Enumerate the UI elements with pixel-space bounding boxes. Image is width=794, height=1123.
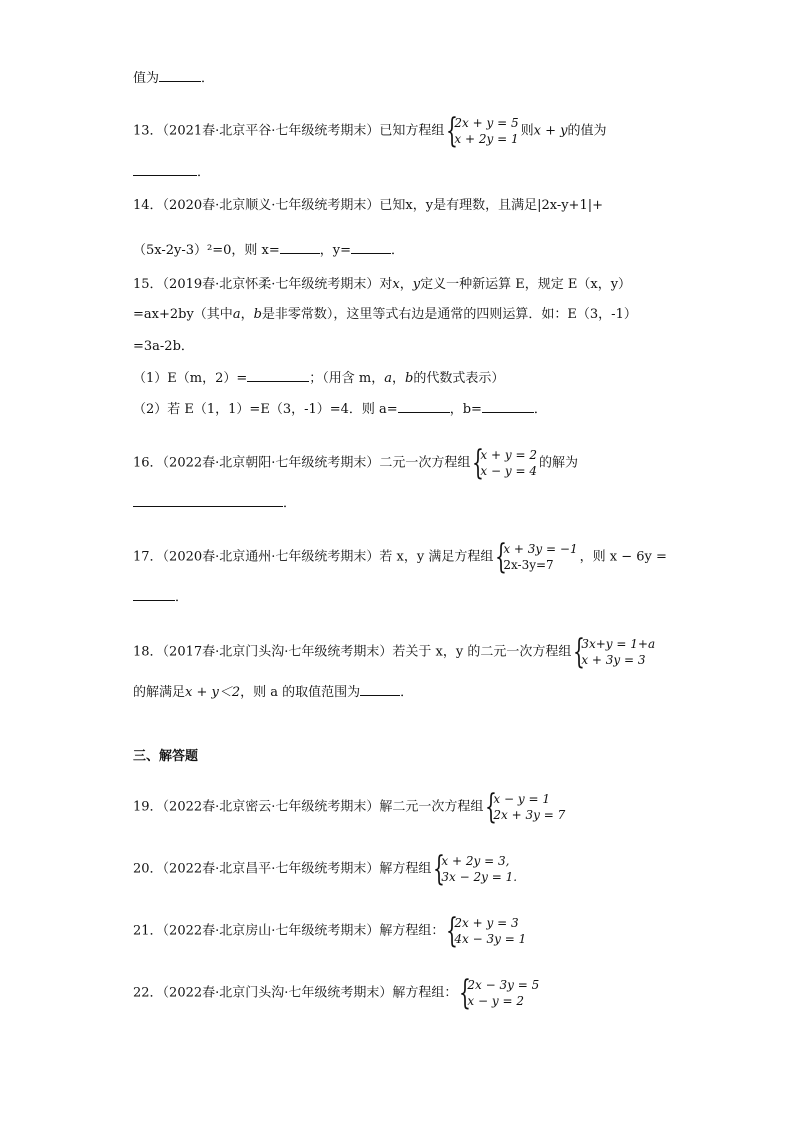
answer-blank[interactable] bbox=[351, 241, 391, 254]
answer-blank[interactable] bbox=[247, 369, 309, 382]
equation: x + 2y = 3, bbox=[441, 854, 510, 868]
text: ，b= bbox=[449, 402, 482, 417]
equation: x + 2y = 1 bbox=[454, 132, 519, 146]
question-text: （2022春·北京门头沟·七年级统考期末）解方程组： bbox=[162, 985, 458, 1001]
question-number: 19． bbox=[133, 799, 163, 815]
equation-system bbox=[495, 537, 578, 577]
math-var: a bbox=[232, 307, 241, 322]
brace-icon: { bbox=[459, 973, 472, 1013]
question-number: 16． bbox=[133, 455, 163, 471]
period: ． bbox=[197, 165, 211, 180]
math-var: y bbox=[412, 277, 421, 292]
question-number: 20． bbox=[133, 861, 163, 877]
question-19 bbox=[133, 787, 567, 827]
equation: 3x − 2y = 1. bbox=[441, 870, 518, 884]
brace-icon: { bbox=[446, 111, 459, 151]
text: （5x-2y-3）²=0，则 x= bbox=[133, 243, 280, 258]
question-number: 21． bbox=[133, 923, 163, 939]
equation: 2x − 3y = 5 bbox=[467, 978, 540, 992]
answer-blank[interactable] bbox=[133, 163, 197, 176]
text: 的值为 bbox=[567, 123, 607, 139]
answer-blank[interactable] bbox=[133, 588, 175, 601]
question-18 bbox=[133, 632, 657, 672]
question-number: 22． bbox=[133, 985, 163, 1001]
text: （2）若 E（1，1）=E（3，-1）=4．则 a= bbox=[133, 402, 398, 417]
answer-blank[interactable] bbox=[398, 400, 450, 413]
equation: x − y = 2 bbox=[467, 994, 524, 1008]
equation: 3x+y = 1+a bbox=[581, 637, 656, 651]
equation-system bbox=[446, 111, 519, 151]
period: ． bbox=[391, 243, 405, 258]
question-17 bbox=[133, 537, 667, 577]
question-20 bbox=[133, 849, 519, 889]
equation: 2x-3y=7 bbox=[503, 558, 554, 572]
question-15-part2 bbox=[133, 400, 547, 418]
question-number: 14． bbox=[133, 198, 163, 213]
period: ． bbox=[201, 71, 215, 86]
question-15 bbox=[133, 277, 631, 293]
question-15-line3 bbox=[133, 339, 194, 355]
answer-line bbox=[133, 163, 210, 181]
question-16 bbox=[133, 443, 578, 483]
question-22 bbox=[133, 973, 541, 1013]
answer-blank[interactable] bbox=[133, 494, 283, 507]
question-text: （2017春·北京门头沟·七年级统考期末）若关于 x，y 的二元一次方程组 bbox=[162, 644, 572, 660]
equation-system bbox=[459, 973, 540, 1013]
question-15-part1 bbox=[133, 369, 504, 387]
period: ． bbox=[400, 685, 414, 700]
text: 值为 bbox=[133, 71, 160, 86]
question-text: （2020春·北京通州·七年级统考期末）若 x，y 满足方程组 bbox=[162, 549, 494, 565]
text: ， bbox=[399, 277, 413, 292]
answer-blank[interactable] bbox=[159, 69, 201, 82]
text: 定义一种新运算 E，规定 E（x，y） bbox=[420, 277, 632, 292]
answer-blank[interactable] bbox=[280, 241, 320, 254]
math-var: b bbox=[253, 307, 262, 322]
brace-icon: { bbox=[495, 537, 508, 577]
answer-line bbox=[133, 494, 296, 512]
answer-line bbox=[133, 588, 188, 606]
text: （1）E（m，2）= bbox=[133, 371, 248, 386]
math-expr: x + y＜2 bbox=[185, 685, 241, 700]
continued-text bbox=[133, 69, 214, 87]
text: 是非零常数），这里等式右边是通常的四则运算．如：E（3，-1） bbox=[261, 307, 637, 322]
question-text: （2022春·北京密云·七年级统考期末）解二元一次方程组 bbox=[162, 799, 484, 815]
equation: x + 3y = 3 bbox=[581, 653, 646, 667]
equation: x + y = 2 bbox=[480, 448, 537, 462]
math-var: x bbox=[392, 277, 400, 292]
equation: 4x − 3y = 1 bbox=[454, 932, 527, 946]
period: ． bbox=[283, 496, 297, 511]
question-number: 17． bbox=[133, 549, 163, 565]
brace-icon: { bbox=[485, 787, 498, 827]
brace-icon: { bbox=[433, 849, 446, 889]
text: ，y= bbox=[319, 243, 352, 258]
math-var: b bbox=[405, 371, 414, 386]
math-expr: x + y bbox=[533, 123, 568, 139]
brace-icon: { bbox=[573, 632, 586, 672]
period: ． bbox=[175, 590, 189, 605]
text: ，则 a 的取值范围为 bbox=[240, 685, 361, 700]
question-14 bbox=[133, 198, 603, 214]
text: 则 bbox=[520, 123, 534, 139]
answer-blank[interactable] bbox=[360, 683, 400, 696]
question-15-line2 bbox=[133, 307, 637, 323]
text: ；（用含 m， bbox=[309, 371, 385, 386]
period: ． bbox=[533, 402, 547, 417]
section-heading: 三、解答题 bbox=[133, 749, 199, 764]
question-21 bbox=[133, 911, 528, 951]
equation-system bbox=[472, 443, 537, 483]
text: 的代数式表示） bbox=[413, 371, 505, 386]
question-number: 15． bbox=[133, 277, 163, 292]
text: ， bbox=[392, 371, 406, 386]
equation: 2x + y = 3 bbox=[454, 916, 519, 930]
brace-icon: { bbox=[472, 443, 485, 483]
equation-system bbox=[446, 911, 527, 951]
equation: x + 3y = −1 bbox=[503, 542, 578, 556]
math-var: a bbox=[384, 371, 392, 386]
question-text: （2022春·北京昌平·七年级统考期末）解方程组 bbox=[162, 861, 432, 877]
question-18-line2 bbox=[133, 683, 413, 701]
question-number: 13． bbox=[133, 123, 163, 139]
question-text: （2022春·北京朝阳·七年级统考期末）二元一次方程组 bbox=[162, 455, 471, 471]
answer-blank[interactable] bbox=[482, 400, 534, 413]
question-number: 18． bbox=[133, 644, 163, 660]
question-14-line2 bbox=[133, 241, 404, 259]
text: =ax+2by（其中 bbox=[133, 307, 233, 322]
question-text: （2019春·北京怀柔·七年级统考期末）对 bbox=[162, 277, 393, 292]
text: 的解为 bbox=[538, 455, 578, 471]
question-text: （2020春·北京顺义·七年级统考期末）已知x，y是有理数，且满足|2x-y+1|+ bbox=[162, 198, 603, 213]
question-text: （2021春·北京平谷·七年级统考期末）已知方程组 bbox=[162, 123, 445, 139]
equation-system bbox=[485, 787, 566, 827]
equation-system bbox=[433, 849, 518, 889]
question-13 bbox=[133, 111, 607, 151]
equation-system bbox=[573, 632, 656, 672]
equation: 2x + 3y = 7 bbox=[493, 808, 566, 822]
brace-icon: { bbox=[446, 911, 459, 951]
text: =3a-2b． bbox=[133, 339, 194, 354]
equation: 2x + y = 5 bbox=[454, 116, 519, 130]
question-text: （2022春·北京房山·七年级统考期末）解方程组： bbox=[162, 923, 445, 939]
text: ，则 x − 6y = bbox=[579, 549, 667, 565]
equation: x − y = 4 bbox=[480, 464, 537, 478]
equation: x − y = 1 bbox=[493, 792, 550, 806]
text: ， bbox=[240, 307, 254, 322]
text: 的解满足 bbox=[133, 685, 186, 700]
